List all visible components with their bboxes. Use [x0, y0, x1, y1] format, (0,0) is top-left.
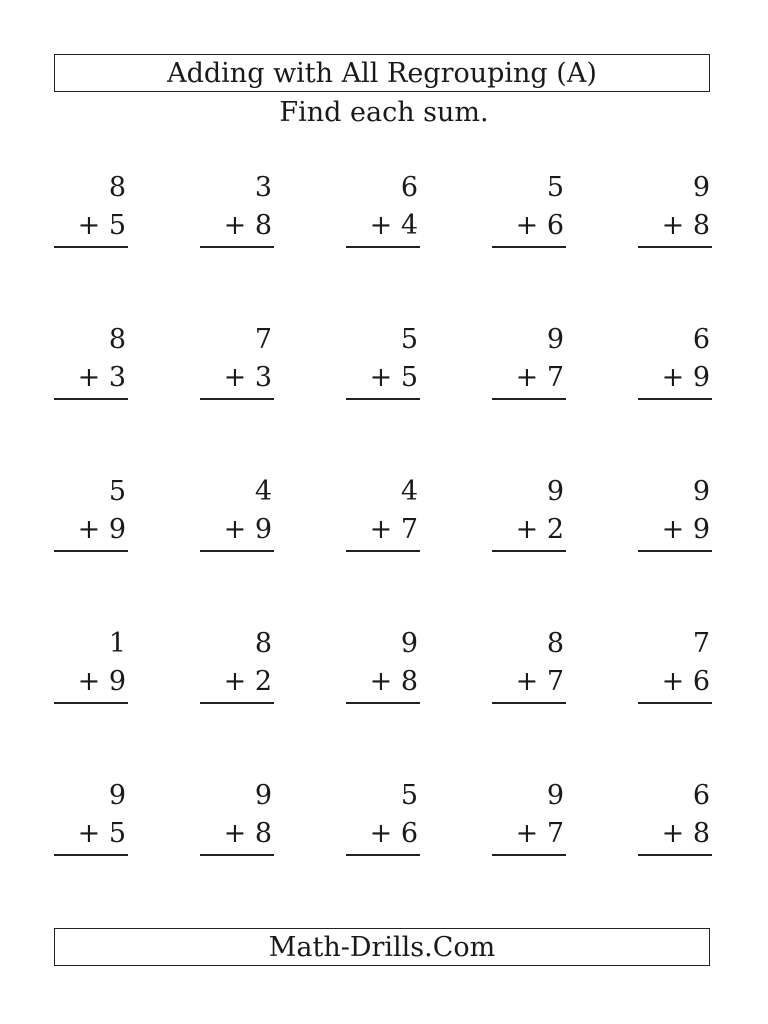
addend-bottom-row: [78, 816, 126, 852]
addend-bottom-row: [224, 208, 272, 244]
answer-line: [346, 398, 420, 400]
answer-line: [200, 702, 274, 704]
plus-operator: +: [515, 666, 539, 697]
addend-bottom-row: [78, 664, 126, 700]
addend-bottom: 9: [692, 362, 710, 393]
addend-bottom-row: [224, 664, 272, 700]
addend-top: 9: [254, 780, 272, 811]
plus-operator: +: [77, 514, 101, 545]
addend-top: 7: [692, 628, 710, 659]
problem-5-4: [492, 778, 566, 854]
addend-top: 4: [254, 476, 272, 507]
addend-top: 9: [546, 324, 564, 355]
addend-bottom: 2: [546, 514, 564, 545]
answer-line: [200, 854, 274, 856]
addend-bottom: 9: [108, 514, 126, 545]
addend-bottom: 3: [254, 362, 272, 393]
addend-bottom-row: [516, 664, 564, 700]
addend-top: 5: [400, 780, 418, 811]
addend-top: 6: [692, 780, 710, 811]
footer-box: [54, 928, 710, 966]
addend-bottom-row: [224, 360, 272, 396]
answer-line: [54, 398, 128, 400]
addend-bottom-row: [662, 512, 710, 548]
addend-bottom: 7: [546, 818, 564, 849]
addend-bottom-row: [78, 208, 126, 244]
plus-operator: +: [77, 362, 101, 393]
addend-top: 4: [400, 476, 418, 507]
instructions: Find each sum.: [279, 97, 489, 128]
problem-4-4: [492, 626, 566, 702]
addend-bottom: 6: [692, 666, 710, 697]
problem-4-2: [200, 626, 274, 702]
addend-top: 5: [400, 324, 418, 355]
addend-top: 5: [108, 476, 126, 507]
plus-operator: +: [515, 818, 539, 849]
plus-operator: +: [369, 818, 393, 849]
plus-operator: +: [661, 514, 685, 545]
plus-operator: +: [661, 362, 685, 393]
answer-line: [54, 246, 128, 248]
answer-line: [638, 854, 712, 856]
answer-line: [492, 550, 566, 552]
problem-5-5: [638, 778, 712, 854]
addend-bottom-row: [662, 664, 710, 700]
addend-bottom-row: [516, 512, 564, 548]
addend-bottom-row: [516, 360, 564, 396]
problem-2-5: [638, 322, 712, 398]
plus-operator: +: [77, 210, 101, 241]
answer-line: [638, 702, 712, 704]
addend-bottom: 3: [108, 362, 126, 393]
plus-operator: +: [515, 514, 539, 545]
addend-bottom-row: [224, 512, 272, 548]
plus-operator: +: [515, 362, 539, 393]
addend-bottom: 8: [254, 210, 272, 241]
problem-2-2: [200, 322, 274, 398]
problem-1-4: [492, 170, 566, 246]
addend-bottom: 7: [400, 514, 418, 545]
answer-line: [638, 550, 712, 552]
addend-top: 9: [546, 476, 564, 507]
answer-line: [54, 702, 128, 704]
addend-top: 8: [108, 324, 126, 355]
addend-top: 7: [254, 324, 272, 355]
problem-4-1: [54, 626, 128, 702]
addend-bottom: 8: [692, 818, 710, 849]
addend-bottom: 8: [254, 818, 272, 849]
plus-operator: +: [661, 210, 685, 241]
addend-bottom-row: [370, 816, 418, 852]
addend-bottom: 9: [692, 514, 710, 545]
addend-top: 9: [692, 476, 710, 507]
addend-bottom-row: [662, 360, 710, 396]
addend-bottom: 9: [108, 666, 126, 697]
problem-3-4: [492, 474, 566, 550]
addend-bottom: 2: [254, 666, 272, 697]
answer-line: [346, 246, 420, 248]
answer-line: [492, 246, 566, 248]
addend-top: 3: [254, 172, 272, 203]
problem-3-1: [54, 474, 128, 550]
answer-line: [492, 854, 566, 856]
problem-1-1: [54, 170, 128, 246]
problem-5-3: [346, 778, 420, 854]
addend-bottom-row: [662, 208, 710, 244]
addend-bottom-row: [224, 816, 272, 852]
addend-top: 9: [546, 780, 564, 811]
problem-3-5: [638, 474, 712, 550]
problem-5-2: [200, 778, 274, 854]
addend-bottom: 4: [400, 210, 418, 241]
worksheet-title: Adding with All Regrouping (A): [167, 57, 597, 89]
footer-brand: Math-Drills.Com: [268, 931, 496, 963]
answer-line: [638, 246, 712, 248]
addend-bottom-row: [370, 664, 418, 700]
answer-line: [54, 854, 128, 856]
answer-line: [346, 550, 420, 552]
addend-bottom-row: [370, 360, 418, 396]
addend-bottom-row: [78, 512, 126, 548]
addend-bottom-row: [516, 208, 564, 244]
addend-bottom: 5: [108, 818, 126, 849]
plus-operator: +: [223, 666, 247, 697]
plus-operator: +: [661, 666, 685, 697]
answer-line: [346, 702, 420, 704]
addend-top: 5: [546, 172, 564, 203]
addend-top: 8: [546, 628, 564, 659]
addend-top: 8: [254, 628, 272, 659]
addend-bottom: 6: [400, 818, 418, 849]
problem-2-1: [54, 322, 128, 398]
problem-2-3: [346, 322, 420, 398]
answer-line: [200, 398, 274, 400]
plus-operator: +: [223, 362, 247, 393]
addend-top: 9: [692, 172, 710, 203]
addend-bottom: 5: [400, 362, 418, 393]
problem-1-3: [346, 170, 420, 246]
addend-bottom-row: [370, 512, 418, 548]
problem-5-1: [54, 778, 128, 854]
plus-operator: +: [77, 666, 101, 697]
addend-bottom-row: [370, 208, 418, 244]
problem-3-2: [200, 474, 274, 550]
plus-operator: +: [369, 666, 393, 697]
addend-top: 6: [400, 172, 418, 203]
problem-3-3: [346, 474, 420, 550]
addend-bottom-row: [78, 360, 126, 396]
problem-1-2: [200, 170, 274, 246]
worksheet-title-box: [54, 54, 710, 92]
addend-top: 6: [692, 324, 710, 355]
problem-4-3: [346, 626, 420, 702]
answer-line: [346, 854, 420, 856]
plus-operator: +: [369, 210, 393, 241]
addend-bottom: 7: [546, 666, 564, 697]
addend-bottom: 8: [692, 210, 710, 241]
addend-bottom: 5: [108, 210, 126, 241]
addend-top: 9: [400, 628, 418, 659]
plus-operator: +: [223, 514, 247, 545]
addend-top: 8: [108, 172, 126, 203]
addend-bottom: 7: [546, 362, 564, 393]
addend-bottom: 8: [400, 666, 418, 697]
addend-top: 9: [108, 780, 126, 811]
plus-operator: +: [515, 210, 539, 241]
addend-bottom-row: [662, 816, 710, 852]
problem-1-5: [638, 170, 712, 246]
answer-line: [200, 246, 274, 248]
plus-operator: +: [77, 818, 101, 849]
answer-line: [54, 550, 128, 552]
problem-2-4: [492, 322, 566, 398]
plus-operator: +: [223, 818, 247, 849]
plus-operator: +: [369, 362, 393, 393]
addend-bottom: 6: [546, 210, 564, 241]
answer-line: [200, 550, 274, 552]
plus-operator: +: [661, 818, 685, 849]
answer-line: [638, 398, 712, 400]
answer-line: [492, 398, 566, 400]
addend-bottom-row: [516, 816, 564, 852]
addend-top: 1: [108, 628, 126, 659]
plus-operator: +: [223, 210, 247, 241]
plus-operator: +: [369, 514, 393, 545]
problem-4-5: [638, 626, 712, 702]
addend-bottom: 9: [254, 514, 272, 545]
answer-line: [492, 702, 566, 704]
